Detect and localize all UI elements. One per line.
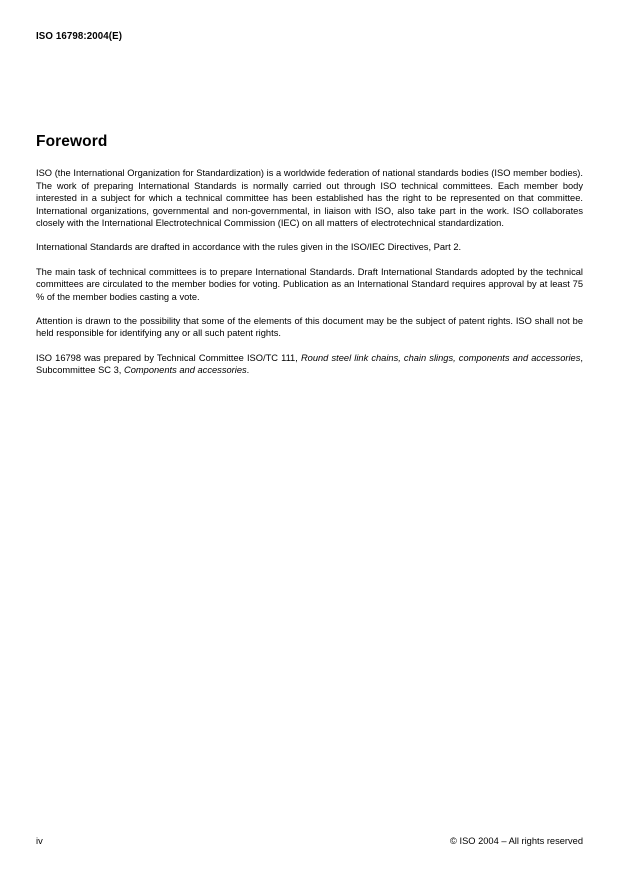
- paragraph-list: [36, 167, 583, 377]
- paragraph-directives: [36, 241, 583, 254]
- page-number: iv: [36, 836, 43, 846]
- document-footer: [36, 835, 583, 847]
- text-run: ISO (the International Organization for Standardization) is a worldwide federation of national standards bodies (ISO member bodies). The work of preparing International Standards is normally carried out through ISO technical committees. Each member body interested in a subject for which a technical committee has been established has the right to be represented on that committee. International organizations, governmental and non-governmental, in liaison with ISO, also take part in the work. ISO collaborates closely with the International Electrotechnical Commission (IEC) on all matters of electrotechnical standardization.: [36, 168, 583, 229]
- paragraph-voting: [36, 266, 583, 304]
- page-title: Foreword: [36, 133, 108, 150]
- italic-title-run: Round steel link chains, chain slings, components and accessories: [300, 352, 581, 363]
- italic-title-run: Components and accessories: [124, 365, 247, 376]
- foreword-content: [36, 133, 583, 377]
- text-run: International Standards are drafted in accordance with the rules given in the ISO/IEC Directives, Part 2.: [36, 242, 462, 253]
- paragraph-iso-definition: [36, 167, 583, 230]
- document-header-reference: ISO 16798:2004(E): [36, 31, 123, 42]
- copyright-notice: © ISO 2004 – All rights reserved: [450, 836, 583, 846]
- text-run: Attention is drawn to the possibility that some of the elements of this document may be the subject of patent rights. ISO shall not be held responsible for identifying any or all such patent rights.: [36, 315, 583, 339]
- text-run: The main task of technical committees is to prepare International Standards. Draft International Standards adopted by the technical committees are circulated to the member bodies for voting. Publication as an International Standard requires approval by at least 75 % of the member bodies casting a vote.: [36, 266, 583, 302]
- text-run: , Subcommittee SC 3,: [36, 352, 583, 376]
- text-run: ISO 16798 was prepared by Technical Committee ISO/TC 111,: [36, 352, 301, 363]
- text-run: .: [246, 365, 250, 376]
- paragraph-committee-attribution: [36, 352, 583, 377]
- paragraph-patent-rights: [36, 315, 583, 340]
